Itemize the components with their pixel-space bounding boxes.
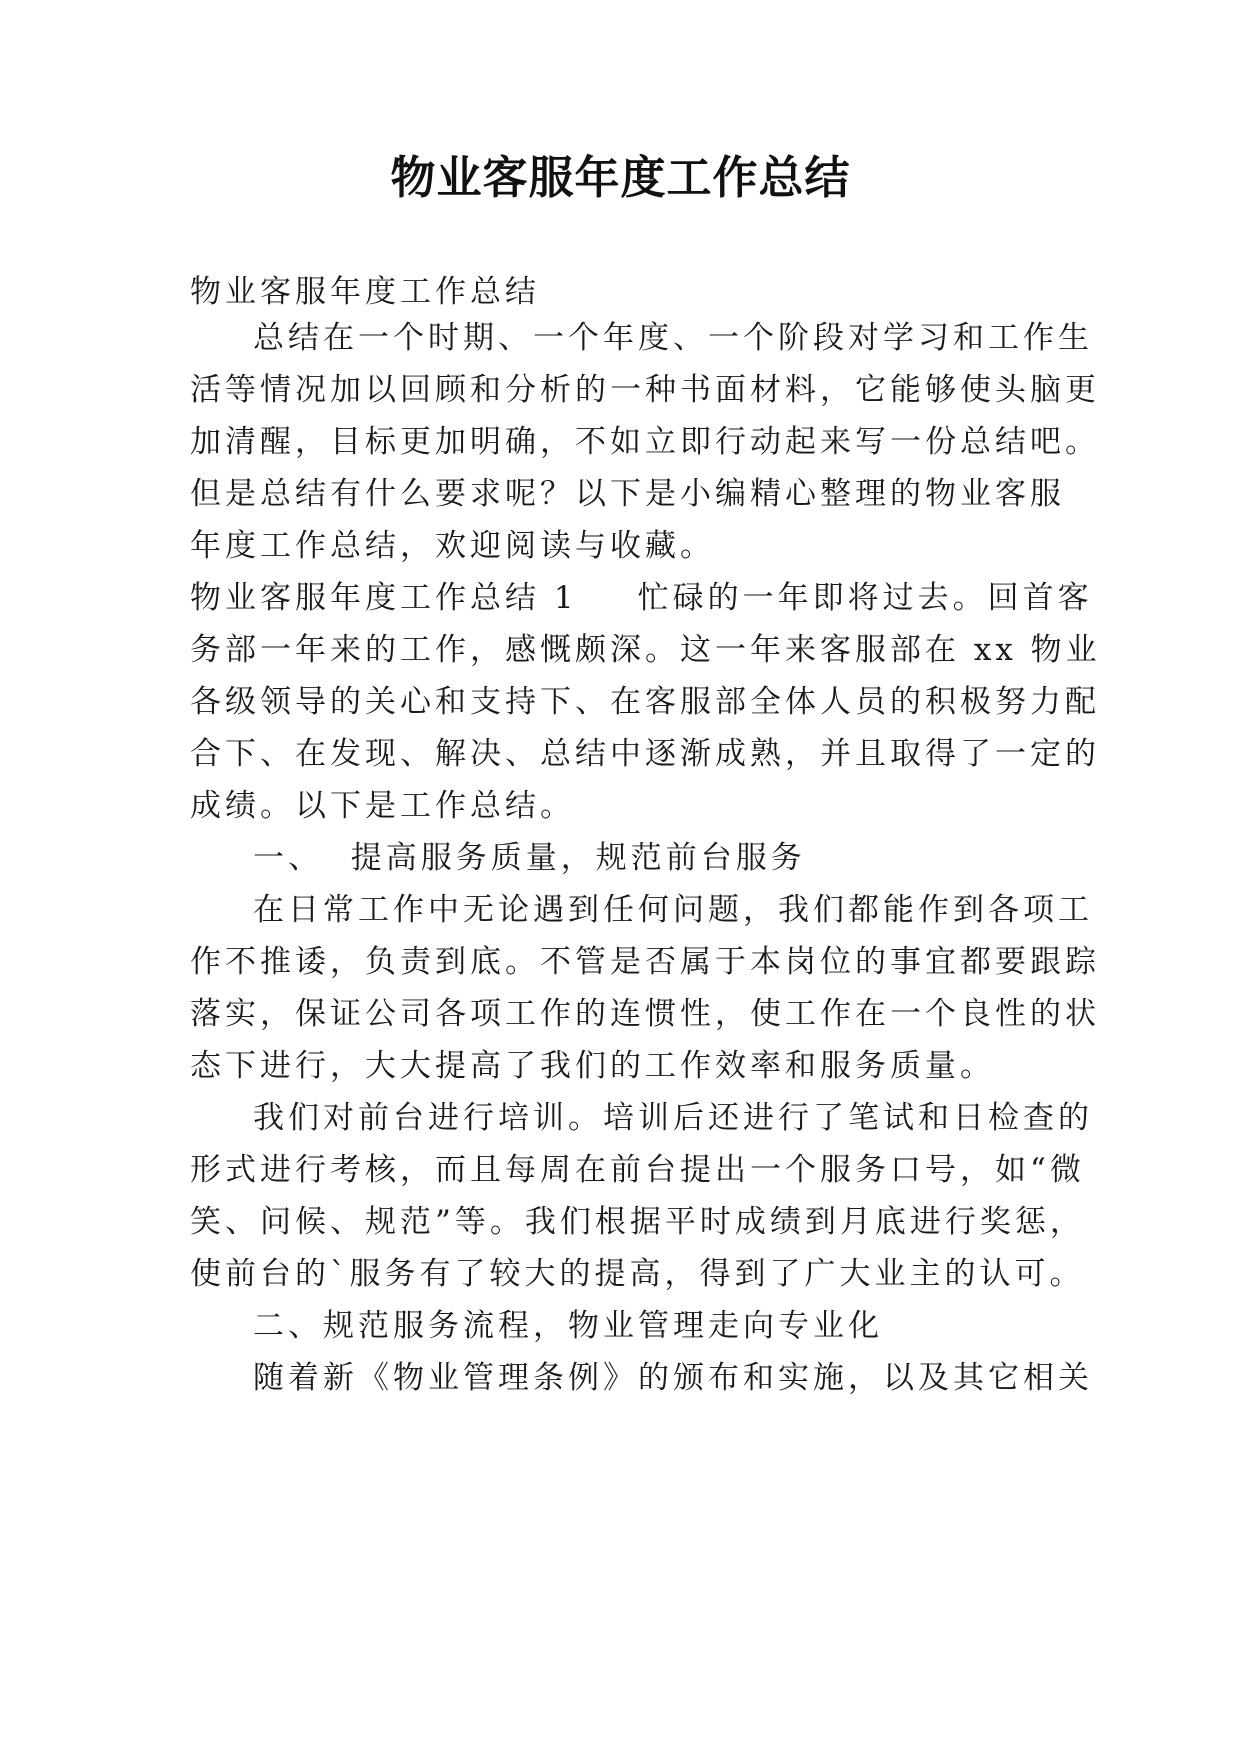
paragraph-line: 合下、在发现、解决、总结中逐渐成熟，并且取得了一定的 [190, 736, 1100, 772]
paragraph-line: 我们对前台进行培训。培训后还进行了笔试和日检查的 [253, 1100, 1093, 1136]
subheading-line: 二、规范服务流程，物业管理走向专业化 [253, 1308, 883, 1344]
section-heading: 物业客服年度工作总结 1 [190, 580, 578, 616]
subheading-line: 一、 提高服务质量，规范前台服务 [253, 840, 806, 876]
paragraph-line: 务部一年来的工作，感慨颇深。这一年来客服部在 xx 物业 [190, 632, 1101, 668]
paragraph-line: 作不推诿，负责到底。不管是否属于本岗位的事宜都要跟踪 [190, 944, 1100, 980]
paragraph-line: 形式进行考核，而且每周在前台提出一个服务口号，如“微 [190, 1152, 1085, 1188]
paragraph-line: 使前台的`服务有了较大的提高，得到了广大业主的认可。 [190, 1256, 1085, 1292]
paragraph-line: 笑、问候、规范”等。我们根据平时成绩到月底进行奖惩， [190, 1204, 1085, 1240]
paragraph-line: 成绩。以下是工作总结。 [190, 788, 575, 824]
paragraph-line: 加清醒，目标更加明确，不如立即行动起来写一份总结吧。 [190, 424, 1100, 460]
paragraph-line: 但是总结有什么要求呢？以下是小编精心整理的物业客服 [190, 476, 1065, 512]
paragraph-line: 态下进行，大大提高了我们的工作效率和服务质量。 [190, 1048, 995, 1084]
paragraph-line: 年度工作总结，欢迎阅读与收藏。 [190, 528, 715, 564]
section-heading-line [190, 573, 1093, 623]
paragraph-line: 总结在一个时期、一个年度、一个阶段对学习和工作生 [253, 320, 1093, 356]
paragraph-line: 随着新《物业管理条例》的颁布和实施，以及其它相关 [253, 1360, 1093, 1396]
paragraph-text: 忙碌的一年即将过去。回首客 [637, 580, 1093, 616]
document-title: 物业客服年度工作总结 [390, 151, 851, 204]
paragraph-line: 各级领导的关心和支持下、在客服部全体人员的积极努力配 [190, 684, 1100, 720]
paragraph-line: 活等情况加以回顾和分析的一种书面材料，它能够使头脑更 [190, 372, 1100, 408]
subtitle-line: 物业客服年度工作总结 [190, 274, 540, 310]
paragraph-line: 在日常工作中无论遇到任何问题，我们都能作到各项工 [253, 892, 1093, 928]
paragraph-line: 落实，保证公司各项工作的连惯性，使工作在一个良性的状 [190, 996, 1100, 1032]
